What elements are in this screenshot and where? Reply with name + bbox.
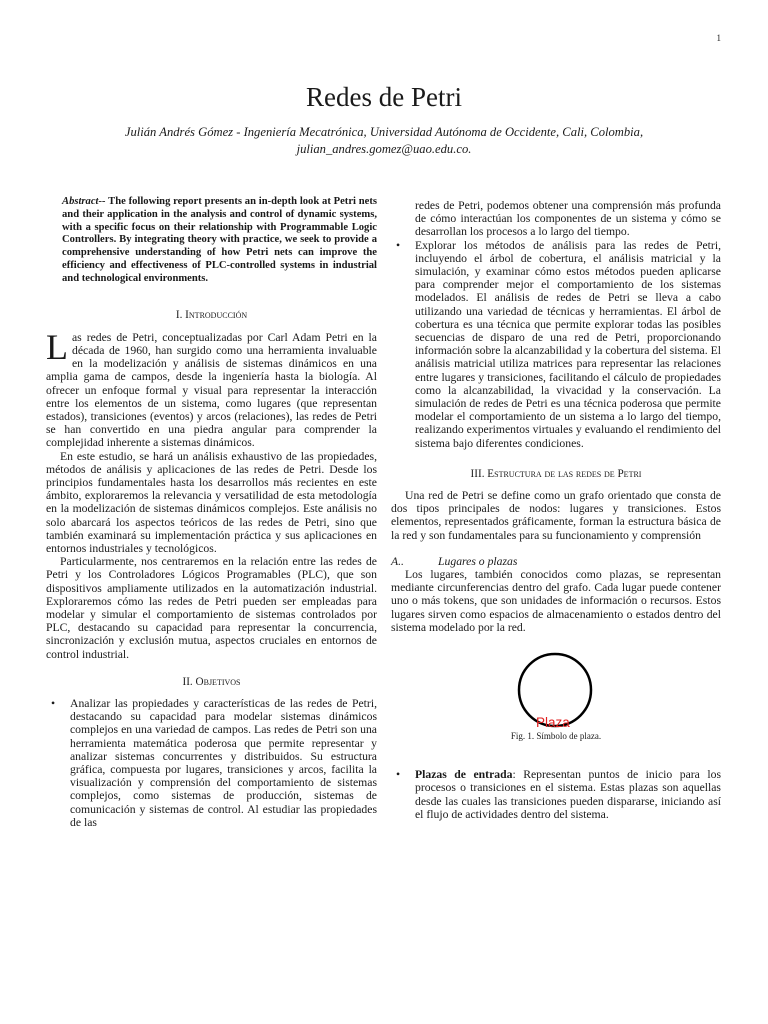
- plazas-entrada-term: Plazas de entrada: [415, 768, 513, 782]
- objective-bullet-1-text: Analizar las propiedades y características de las redes de Petri, destacando su capacidad para modelar sistemas dinámicos complejos en una variedad de campos. Las redes de Petri son una herramienta matemática poderosa que permite representar y analizar sistemas concurrentes y distribuidos. Su estructura gráfica, compuesta por lugares, transiciones y arcos, facilita la visualización y comprensión del comportamiento de sistemas complejos, como sistemas de producción, sistemas de comunicación y sistemas de control. Al estudiar las propiedades de las: [70, 697, 377, 829]
- abstract: [62, 196, 377, 286]
- section-heading-estructura: III. Estructura de las redes de Petri: [470, 467, 642, 480]
- subsection-title: Lugares o plazas: [438, 554, 518, 568]
- author-block: [80, 124, 688, 157]
- intro-paragraph-1-text: as redes de Petri, conceptualizadas por Carl Adam Petri en la década de 1960, han surgido como una herramienta invaluable en la modelización y análisis de sistemas dinámicos en una amplia gama de campos, desde la ingeniería hasta la biología. Al ofrecer un enfoque formal y visual para representar la interacción entre los elementos de un sistema, como lugares (que representan estados), transiciones (eventos) y arcos (relaciones), las redes de Petri se han convertido en una piedra angular para comprender la complejidad inherente a sistemas dinámicos.: [46, 330, 377, 450]
- abstract-label: Abstract--: [62, 196, 106, 207]
- drop-cap: L: [46, 326, 68, 367]
- intro-paragraph-1: [46, 326, 377, 450]
- objective-bullet-2-text: Explorar los métodos de análisis para las redes de Petri, incluyendo el árbol de cobertura, el análisis matricial y la simulación, y examinar cómo estos métodos pueden aplicarse para comprender mejor el comportamiento de los sistemas modelados. El análisis de redes de Petri se lleva a cabo utilizando una variedad de técnicas y herramientas. El árbol de cobertura es una técnica que permite explorar todas las posibles secuencias de disparo de una red de Petri, proporcionando información sobre la alcanzabilidad y la cobertura del sistema. El análisis matricial utiliza matrices para representar las relaciones entre lugares y transiciones, facilitando el cálculo de propiedades como la alcanzabilidad, la vivacidad y la conservación. La simulación de redes de Petri es una técnica poderosa que permite modelar el comportamiento de un sistema a lo largo del tiempo, realizando experimentos virtuales y evaluando el rendimiento del sistema bajo diferentes condiciones.: [415, 238, 721, 450]
- intro-paragraph-2: En este estudio, se hará un análisis exhaustivo de las propiedades, métodos de análisis y aplicaciones de las redes de Petri. Desde los principios fundamentales hasta los desarrollos más recientes en este ámbito, exploraremos la relevancia y versatilidad de esta metodología en la modelización de sistemas dinámicos complejos. Este análisis no solo abarcará los aspectos teóricos de las redes de Petri, sino que también examinará su implementación práctica y sus aplicaciones en entornos industriales y tecnológicos.: [46, 449, 377, 556]
- right-column: [391, 199, 721, 821]
- abstract-text: The following report presents an in-depth look at Petri nets and their application in the analysis and control of dynamic systems, with a specific focus on their relationship with Programmable Logic Controllers. By integrating theory with practice, we seek to provide a comprehensive understanding of how Petri nets can improve the efficiency and effectiveness of PLC-controlled systems in industrial and technological environments.: [62, 196, 377, 284]
- lugares-paragraph: Los lugares, también conocidos como plazas, se representan mediante circunferencias dentro del grafo. Cada lugar puede contener uno o más tokens, que son unidades de información o recursos. Estos lugares sirven como espacios de almacenamiento o estados dentro del sistema modelado por la red.: [391, 568, 721, 634]
- section-heading-objetivos: II. Objetivos: [182, 675, 241, 688]
- intro-paragraph-3: Particularmente, nos centraremos en la relación entre las redes de Petri y los Controladores Lógicos Programables (PLC), que son dispositivos ampliamente utilizados en la automatización industrial. Exploraremos cómo las redes de Petri pueden ser empleadas para modelar y simular el comportamiento de sistemas controlados por PLC, destacando su capacidad para representar la concurrencia, sincronización y exclusión mutua, aspectos cruciales en entornos de control industrial.: [46, 555, 377, 661]
- author-affiliation: Julián Andrés Gómez - Ingeniería Mecatrónica, Universidad Autónoma de Occidente, Cali, Colombia,: [124, 125, 644, 139]
- page-number: 1: [716, 33, 721, 43]
- objective-bullet-1-continued: [391, 199, 721, 239]
- estructura-paragraph: Una red de Petri se define como un grafo orientado que consta de dos tipos principales de nodos: lugares y transiciones. Estos elementos, representados gráficamente, forman la estructura básica de la red y son fundamentales para su funcionamiento y comprensión: [391, 489, 721, 542]
- objective-bullet-1: [46, 697, 377, 829]
- objective-bullet-1-continued-text: redes de Petri, podemos obtener una comprensión más profunda de cómo interactúan los componentes de un sistema y cómo se desarrollan los procesos a lo largo del tiempo.: [415, 199, 721, 239]
- objective-bullet-2: [391, 239, 721, 450]
- figure-caption: Fig. 1. Símbolo de plaza.: [510, 731, 602, 742]
- section-heading-introduccion: I. Introducción: [175, 308, 248, 321]
- bullet-icon: •: [395, 768, 401, 782]
- subsection-number: A..: [391, 554, 404, 568]
- paper-title: Redes de Petri: [306, 82, 462, 112]
- bullet-icon: •: [50, 697, 56, 711]
- figure-plaza: [391, 650, 721, 742]
- author-email: julian_andres.gomez@uao.edu.co.: [296, 141, 472, 156]
- bullet-icon: •: [395, 238, 401, 252]
- plazas-entrada-text: : Representan puntos de inicio para los procesos o transiciones en el sistema. Estas plazas son aquellas desde las cuales las transiciones pueden dispararse, iniciando así el flujo de actividades dentro del sistema.: [415, 768, 721, 821]
- figure-plaza-label: Plaza: [536, 715, 570, 731]
- plazas-entrada-bullet: [391, 768, 721, 821]
- subsection-heading-lugares: [391, 555, 721, 568]
- left-column: [46, 196, 377, 829]
